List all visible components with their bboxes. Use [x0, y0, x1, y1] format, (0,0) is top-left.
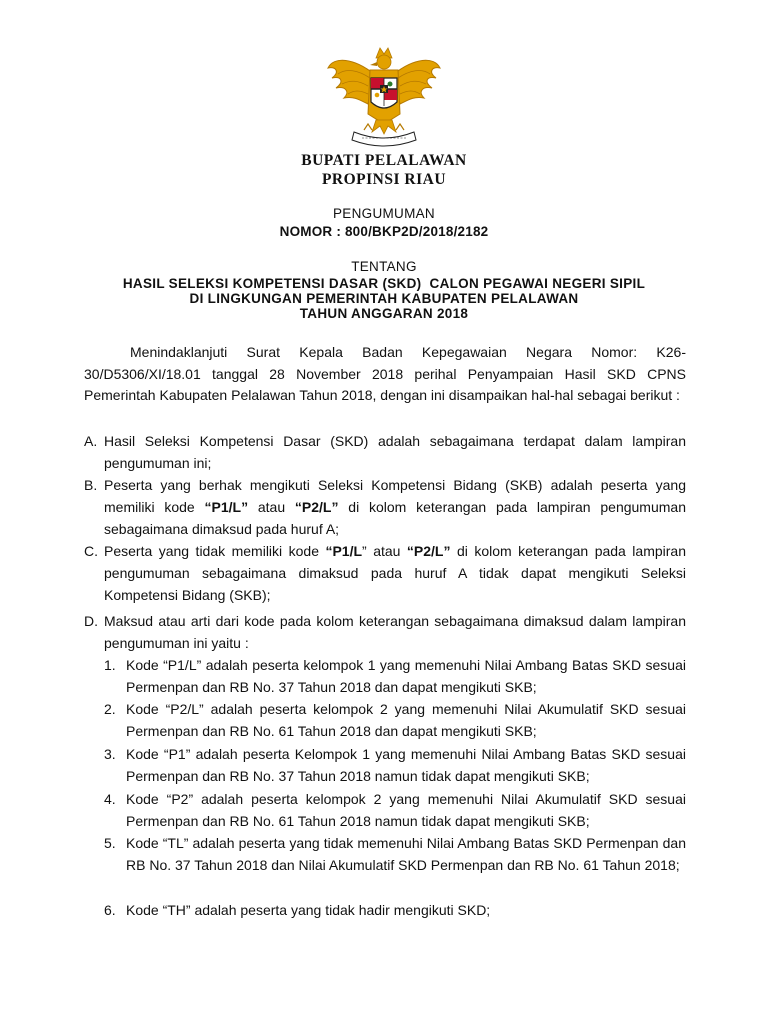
- list-item-label: A.: [84, 433, 98, 449]
- subject-line-3: TAHUN ANGGARAN 2018: [299, 306, 469, 321]
- text-segment: di kolom keterangan pada lampiran pengumuman sebagaimana dimaksud pada huruf A tidak dapat mengikuti Seleksi Kompetensi Bidang (SKB);: [104, 543, 687, 603]
- list-item-label: C.: [84, 543, 98, 559]
- code-p2l: “P2/L”: [294, 499, 339, 515]
- regent-title: BUPATI PELALAWAN: [301, 152, 467, 169]
- code-item-label: 3.: [104, 746, 116, 762]
- code-item-text: Kode “TH” adalah peserta yang tidak hadir mengikuti SKD;: [126, 902, 491, 918]
- text-segment: atau: [248, 499, 295, 515]
- text-segment: Peserta yang berhak mengikuti Seleksi Kompetensi Bidang (SKB) adalah peserta yang memiliki kode: [104, 477, 686, 515]
- code-item-text: Kode “TL” adalah peserta yang tidak memenuhi Nilai Ambang Batas SKD Permenpan dan RB No. 37 Tahun 2018 dan Nilai Akumulatif SKD Permenpan dan RB No. 61 Tahun 2018;: [126, 835, 686, 873]
- subject-line-2: DI LINGKUNGAN PEMERINTAH KABUPATEN PELALAWAN: [189, 291, 579, 306]
- text-segment: atau: [366, 543, 407, 559]
- subject-line-1: HASIL SELEKSI KOMPETENSI DASAR (SKD) CALON PEGAWAI NEGERI SIPIL: [122, 276, 646, 291]
- code-item-label: 2.: [104, 701, 116, 717]
- code-item-text: Kode “P2/L” adalah peserta kelompok 2 yang memenuhi Nilai Akumulatif SKD sesuai Permenpan dan RB No. 61 Tahun 2018 dan dapat mengikuti SKB;: [126, 701, 686, 739]
- code-item-label: 5.: [104, 835, 116, 851]
- code-item-text: Kode “P1” adalah peserta Kelompok 1 yang memenuhi Nilai Ambang Batas SKD sesuai Permenpan dan RB No. 37 Tahun 2018 namun tidak dapat mengikuti SKB;: [126, 746, 686, 784]
- announcement-number: NOMOR : 800/BKP2D/2018/2182: [279, 224, 489, 239]
- list-item-text: [104, 540, 686, 606]
- code-item-text: Kode “P2” adalah peserta kelompok 2 yang memenuhi Nilai Akumulatif SKD sesuai Permenpan dan RB No. 61 Tahun 2018 namun tidak dapat mengikuti SKB;: [126, 791, 686, 829]
- list-item-text: Maksud atau arti dari kode pada kolom keterangan sebagaimana dimaksud dalam lampiran pengumuman ini yaitu :: [104, 613, 686, 651]
- code-p2l: “P2/L”: [406, 543, 451, 559]
- list-item-label: B.: [84, 477, 98, 493]
- code-item-label: 6.: [104, 902, 116, 918]
- intro-paragraph: Menindaklanjuti Surat Kepala Badan Kepegawaian Negara Nomor: K26-30/D5306/XI/18.01 tanggal 28 November 2018 perihal Penyampaian Hasil SKD CPNS Pemerintah Kabupaten Pelalawan Tahun 2018, dengan ini disampaikan hal-hal sebagai berikut :: [84, 344, 686, 403]
- text-segment: di kolom keterangan pada lampiran pengumuman sebagaimana dimaksud pada huruf A;: [104, 499, 686, 537]
- garuda-pancasila-emblem-icon: [324, 44, 444, 148]
- list-item-label: D.: [84, 613, 98, 629]
- text-segment: Peserta yang tidak memiliki kode: [104, 543, 326, 559]
- subject-label: TENTANG: [351, 259, 417, 274]
- code-p1l: “P1/L”: [204, 499, 249, 515]
- text-segment: ”: [362, 543, 367, 559]
- code-item-label: 4.: [104, 791, 116, 807]
- code-item-text: Kode “P1/L” adalah peserta kelompok 1 yang memenuhi Nilai Ambang Batas SKD sesuai Permenpan dan RB No. 37 Tahun 2018 dan dapat mengikuti SKB;: [126, 657, 686, 695]
- province-title: PROPINSI RIAU: [321, 171, 447, 188]
- list-item-text: [104, 474, 686, 540]
- list-item-text: Hasil Seleksi Kompetensi Dasar (SKD) adalah sebagaimana terdapat dalam lampiran pengumuman ini;: [104, 433, 686, 471]
- announcement-title: PENGUMUMAN: [332, 206, 435, 221]
- code-item-label: 1.: [104, 657, 116, 673]
- code-p1l: “P1/L: [325, 543, 363, 559]
